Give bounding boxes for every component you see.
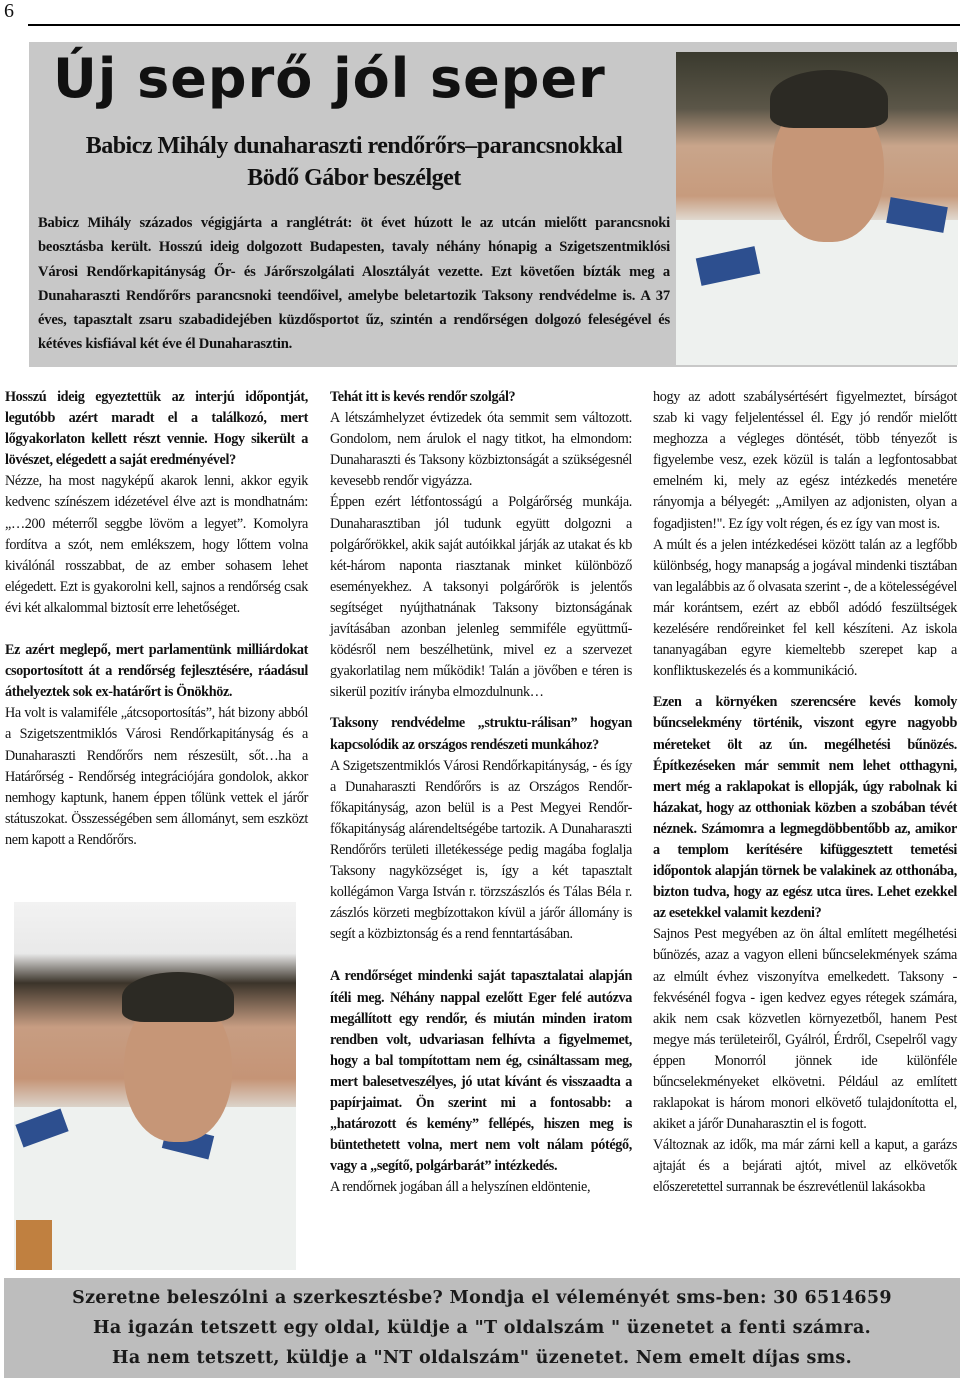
uniform-shirt (676, 220, 958, 365)
question-3: Tehát itt is kevés rendőr szolgál? (330, 389, 516, 405)
column-1 (5, 387, 308, 851)
column-3 (653, 387, 957, 1199)
answer-1: Nézze, ha most nagyképű akarok lenni, akkor egyik kedvenc színészem idézetével élve azt is mondhatnám: „…200 méterről seggbe lövöm a legyet”. Komolyra fordítva a szót, nem emlékszem, hogy lőttem volna kiválónál rosszabbat, de az ember sohasem lehet elégedett. Ezt is gyakorolni kell, sajnos a rendőrség csak évi két alkalommal biztosít erre lehetőséget. (5, 473, 308, 616)
article-subtitle (38, 130, 670, 194)
column-2 (330, 387, 632, 1198)
question-5: A rendőrséget mindenki saját tapasztalatai alapján ítéli meg. Néhány nappal ezelőtt Eger felé autózva megállított egy rendőr, és miután minden iratom rendben volt, udvariasan felhívta a figyelmemet, hogy a bal tompítottam nem ég, csináltassam meg, mert balesetveszélyes, jó utat kívánt és visszaadta a papírjaimat. Ön szerint mi a fontosabb: a „határozott és kemény” fellépés, hiszen meg is büntethetett volna, mert nem volt nálam pótégő, vagy a „segítő, polgárbarát” intézkedés. (330, 968, 632, 1175)
portrait-photo-top (676, 52, 958, 365)
question-4: Taksony rendvédelme „struktu-rálisan” hogyan kapcsolódik az országos rendészeti munkához? (330, 715, 632, 753)
hair (770, 70, 888, 128)
intro-paragraph: Babicz Mihály százados végigjárta a ranglétrát: öt évet húzott le az utcán mielőtt parancsnoki beosztásba került. Hosszú ideig dolgozott Budapesten, tavaly néhány hónapig a Szigetszentmiklósi Városi Rendőrkapitányság Őr- és Járőrszolgálati Alosztályát vezette. Ezt követően bízták meg a Dunaharaszti Rendőrőrs parancsnoki teendőivel, amelybe beletartozik Taksony rendvédelme is. A 37 éves, tapasztalt zsaru szabadidejében küzdősportot űz, szintén a rendőrségen dolgozó feleségével és kétéves kisfiával két éve él Dunaharasztin. (38, 215, 670, 353)
subtitle-line-2: Bödő Gábor beszélget (247, 165, 461, 191)
answer-4: A Szigetszentmiklós Városi Rendőrkapitányság, - és így a Dunaharaszti Rendőrőrs is az Országos Rendőr-főkapitányság, azon belül is a Pest Megyei Rendőr-főkapitányság alárendeltségébe tartozik. A Dunaharaszti Rendőrőrs területi illetékessége pedig magába foglalja Taksony nagyközséget is, így a két tapasztalt kollégámon Varga István r. törzszászlós és Tálas Béla r. zászlós körzeti megbízottakon kívül a járőr állomány is segít a közbiztonság és a rend fenntartásában. (330, 757, 632, 943)
answer-5-continued: hogy az adott szabálysértésért figyelmeztet, bírságot szab ki vagy feljelentéssel él. Egy jó rendőr mielőtt meghozza a végleges döntését, több tényezőt is figyelembe vesz, ezek közül is talán a legfontosabbat emelném ki, mely az egész intézkedés menetére rányomja a bélyegét: „Amilyen az adjonisten, olyan a fogadjisten!". Ez így volt régen, és ez így van most is. (653, 389, 957, 532)
answer-3-continued: Éppen ezért létfontosságú a Polgárőrség munkája. Dunaharasztiban jól tudunk együtt dolgozni a polgárőrökkel, akik saját autóikkal járják az utakat és kb két-három naponta riasztanak minket különböző eseményekhez. A taksonyi polgárőrök is jelentős segítséget nyújthatnának Taksony biztonságának javításában azonban jelenleg semmiféle együttmű-ködésről nem beszélhetünk, mivel ez a szervezet gyakorlatilag nem működik! Talán a jövőben e téren is sikerül pozitív irányba elmozdulnunk… (330, 494, 632, 701)
pencil-cup (16, 1220, 52, 1270)
question-1: Hosszú ideig egyeztettük az interjú időpontját, legutóbb azért maradt el a találkozó, mert lőgyakorlaton kellett részt vennie. Hogy sikerült a lövészet, elégedett a saját eredményével? (5, 389, 308, 469)
sms-footer-banner (4, 1278, 960, 1378)
article-title: Új seprő jól seper (53, 47, 606, 110)
page-number: 6 (4, 0, 14, 22)
hair (122, 972, 234, 1022)
subtitle-line-1: Babicz Mihály dunaharaszti rendőrőrs–parancsnokkal (85, 133, 623, 159)
answer-3: A létszámhelyzet évtizedek óta semmit sem változott. Gondolom, nem árulok el nagy titkot, ha elmondom: Dunaharaszti és Taksony közbiztonságát a szükségesnél kevesebb rendőr vigyázza. (330, 410, 632, 490)
question-2: Ez azért meglepő, mert parlamentünk milliárdokat csoportosított át a rendőrség fejlesztésére, ráadásul áthelyeztek sok ex-határőrt is Önökhöz. (5, 642, 308, 701)
footer-line-3: Ha nem tetszett, küldje a "NT oldalszám" üzenetet. Nem emelt díjas sms. (112, 1348, 852, 1368)
footer-line-2: Ha igazán tetszett egy oldal, küldje a "T oldalszám " üzenetet a fenti számra. (93, 1318, 871, 1338)
answer-2: Ha volt is valamiféle „átcsoportosítás”, hát bizony abból a Szigetszentmiklós Városi Rendőrkapitányság és a Dunaharaszti Rendőrőrs nem részesült, sőt…ha a Határőrség - Rendőrség integrációjára gondolok, akkor nemhogy kaptunk, hanem éppen tőlünk vettek el járőr státuszokat. Összességében sem állományt, sem eszközt nem kapott a Rendőrőrs. (5, 705, 308, 848)
question-6: Ezen a környéken szerencsére kevés komoly bűncselekmény történik, viszont egyre nagyobb méreteket ölt az ún. megélhetési bűnözés. Építkezéseken már semmit nem lehet otthagyni, mert még a raklapokat is ellopják, úgy rabolnak ki házakat, hogy az otthoniak közben a szobában tévét néznek. Számomra a legmegdöbbentőbb az, amikor a templom kerítésére kifüggesztett temetési időpontok alapján törnek be valakinek az otthonába, bizton tudva, hogy az egész utca üres. Lehet ezekkel az esetekkel valamit kezdeni? (653, 694, 957, 922)
answer-6-paragraph-2: Változnak az idők, ma már zárni kell a kaput, a garázs ajtaját és a bejárati ajtót, mivel az elkövetők előszeretettel surrannak be észrevétlenül lakásokba (653, 1137, 957, 1196)
answer-5: A rendőrnek jogában áll a helyszínen eldöntenie, (330, 1179, 591, 1196)
portrait-photo-bottom (14, 902, 296, 1270)
footer-line-1: Szeretne beleszólni a szerkesztésbe? Mondja el véleményét sms-ben: 30 6514659 (72, 1288, 892, 1308)
answer-6: Sajnos Pest megyében az ön által említett megélhetési bűnözés, azaz a vagyon elleni bűncselekmények száma az elmúlt évhez viszonyítva emelkedett. Taksony - fekvésénél fogva - igen kedvez egyes rétegek számára, akik nem csak közvetlen környezetből, hanem Pest megye más területeiről, Gyálról, Érdről, Csepelről vagy éppen Monorról jönnek ide különféle bűncselekményeket elkövetni. Például az említett raklapokat is három monori elkövető tulajdonította el, akiket a járőr Dunaharasztin el is fogott. (653, 926, 957, 1133)
answer-5-paragraph-2: A múlt és a jelen intézkedései között talán az a legfőbb különbség, hogy manapság a jogával mindenki tisztában van legalábbis az ő olvasata szerint -, de a kötelességével már korántsem, ezért az ebből adódó feszültségek kezelésére rendőreinket fel kell készíteni. Az iskola tananyagában egyre kiemeltebb szerepet kap a konfliktuskezelés és a kommunikáció. (653, 536, 957, 680)
header-rule (28, 24, 960, 26)
